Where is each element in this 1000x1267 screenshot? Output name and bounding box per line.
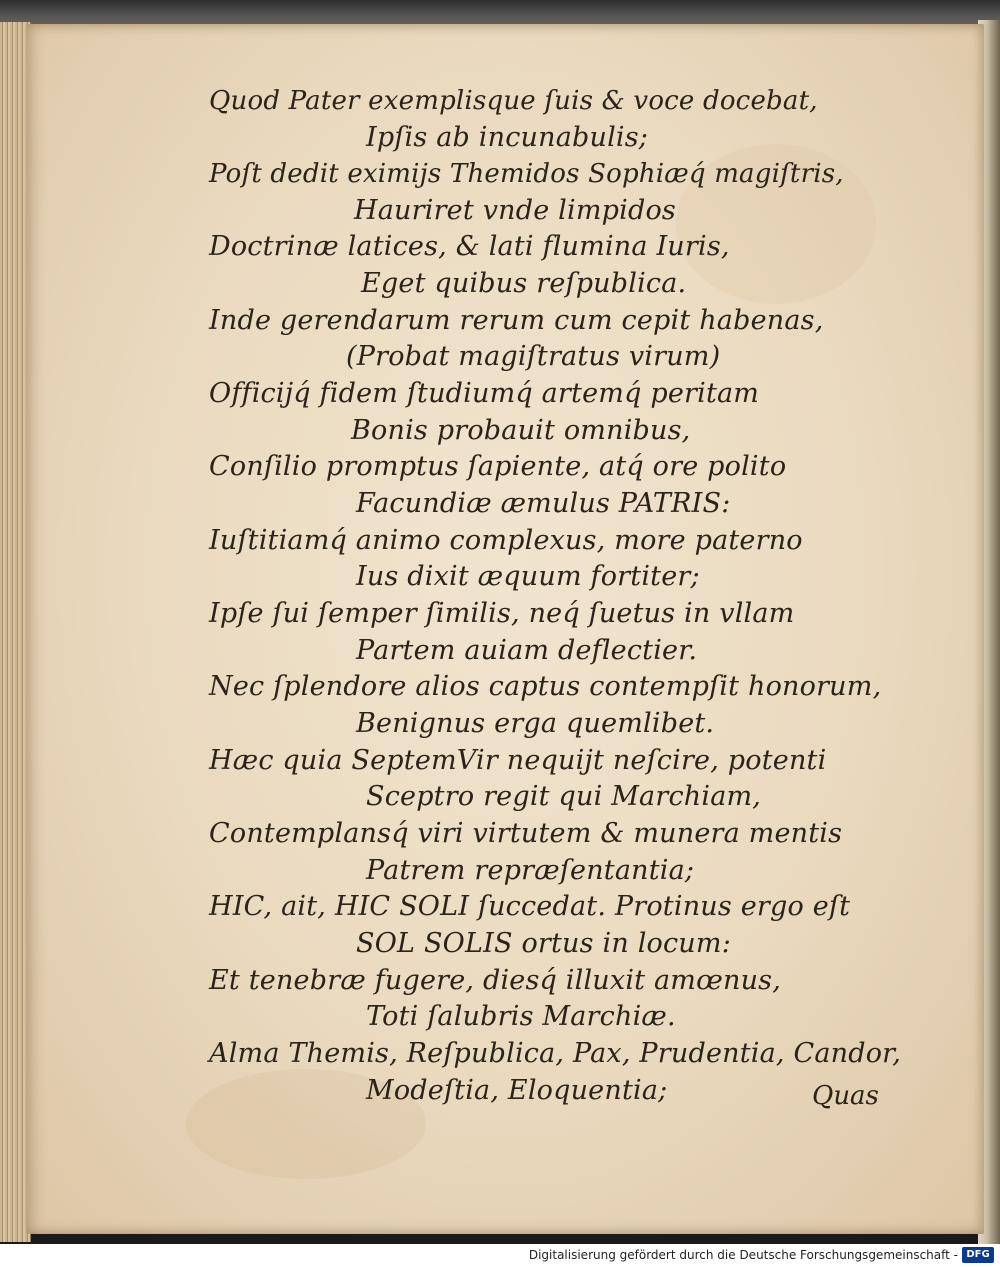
- verse-line: Et tenebræ fugere, diesq́ illuxit amœnus,: [209, 965, 782, 996]
- verse-line: Bonis probauit omnibus,: [351, 415, 691, 446]
- verse-line: Partem auiam deflectier.: [356, 635, 698, 666]
- verse-line: Poſt dedit eximijs Themidos Sophiæq́ magiſtris,: [209, 159, 844, 189]
- verse-line: Ipſis ab incunabulis;: [366, 122, 649, 153]
- book-page: [26, 24, 984, 1234]
- footer-bar: [0, 1244, 1000, 1267]
- verse-line: Officijq́ fidem ſtudiumq́ artemq́ peritam: [209, 378, 760, 409]
- verse-line: Contemplansq́ viri virtutem & munera mentis: [209, 818, 843, 849]
- verse-line: Doctrinæ latices, & lati flumina Iuris,: [209, 231, 730, 262]
- verse-line: Alma Themis, Reſpublica, Pax, Prudentia, Candor,: [209, 1038, 902, 1069]
- verse-line: Facundiæ æmulus PATRIS:: [356, 488, 731, 519]
- verse-line: SOL SOLIS ortus in locum:: [356, 928, 731, 959]
- verse-line: Toti ſalubris Marchiæ.: [366, 1001, 676, 1032]
- verse-line: Nec ſplendore alios captus contempſit honorum,: [209, 671, 882, 702]
- scan-top-border: [0, 0, 1000, 26]
- verse-line: Ipſe ſui ſemper ſimilis, neq́ ſuetus in vllam: [209, 598, 795, 629]
- verse-line: Sceptro regit qui Marchiam,: [366, 781, 762, 812]
- verse-line: Hæc quia SeptemVir nequijt neſcire, potenti: [209, 745, 827, 776]
- verse-line: Hauriret vnde limpidos: [354, 195, 676, 226]
- verse-line: Quod Pater exemplisque ſuis & voce docebat,: [209, 86, 818, 116]
- verse-line: Modeſtia, Eloquentia;: [366, 1075, 668, 1106]
- catchword: Quas: [812, 1081, 879, 1111]
- footer-credit: Digitalisierung gefördert durch die Deutsche Forschungsgemeinschaft -: [528, 1248, 958, 1262]
- verse-line: Eget quibus reſpublica.: [361, 268, 687, 299]
- verse-line: Conſilio promptus ſapiente, atq́ ore polito: [209, 451, 787, 482]
- verse-line: HIC, ait, HIC SOLI ſuccedat. Protinus ergo eſt: [209, 891, 851, 922]
- verse-line: Patrem repræſentantia;: [366, 855, 695, 886]
- verse-line: (Probat magiſtratus virum): [346, 341, 721, 372]
- verse-line: Benignus erga quemlibet.: [356, 708, 715, 739]
- poem-text: [26, 24, 984, 1234]
- dfg-logo-icon[interactable]: DFG: [962, 1247, 994, 1263]
- verse-line: Ius dixit æquum fortiter;: [356, 561, 700, 592]
- verse-line: Iuſtitiamq́ animo complexus, more paterno: [209, 525, 803, 556]
- verse-line: Inde gerendarum rerum cum cepit habenas,: [209, 305, 824, 336]
